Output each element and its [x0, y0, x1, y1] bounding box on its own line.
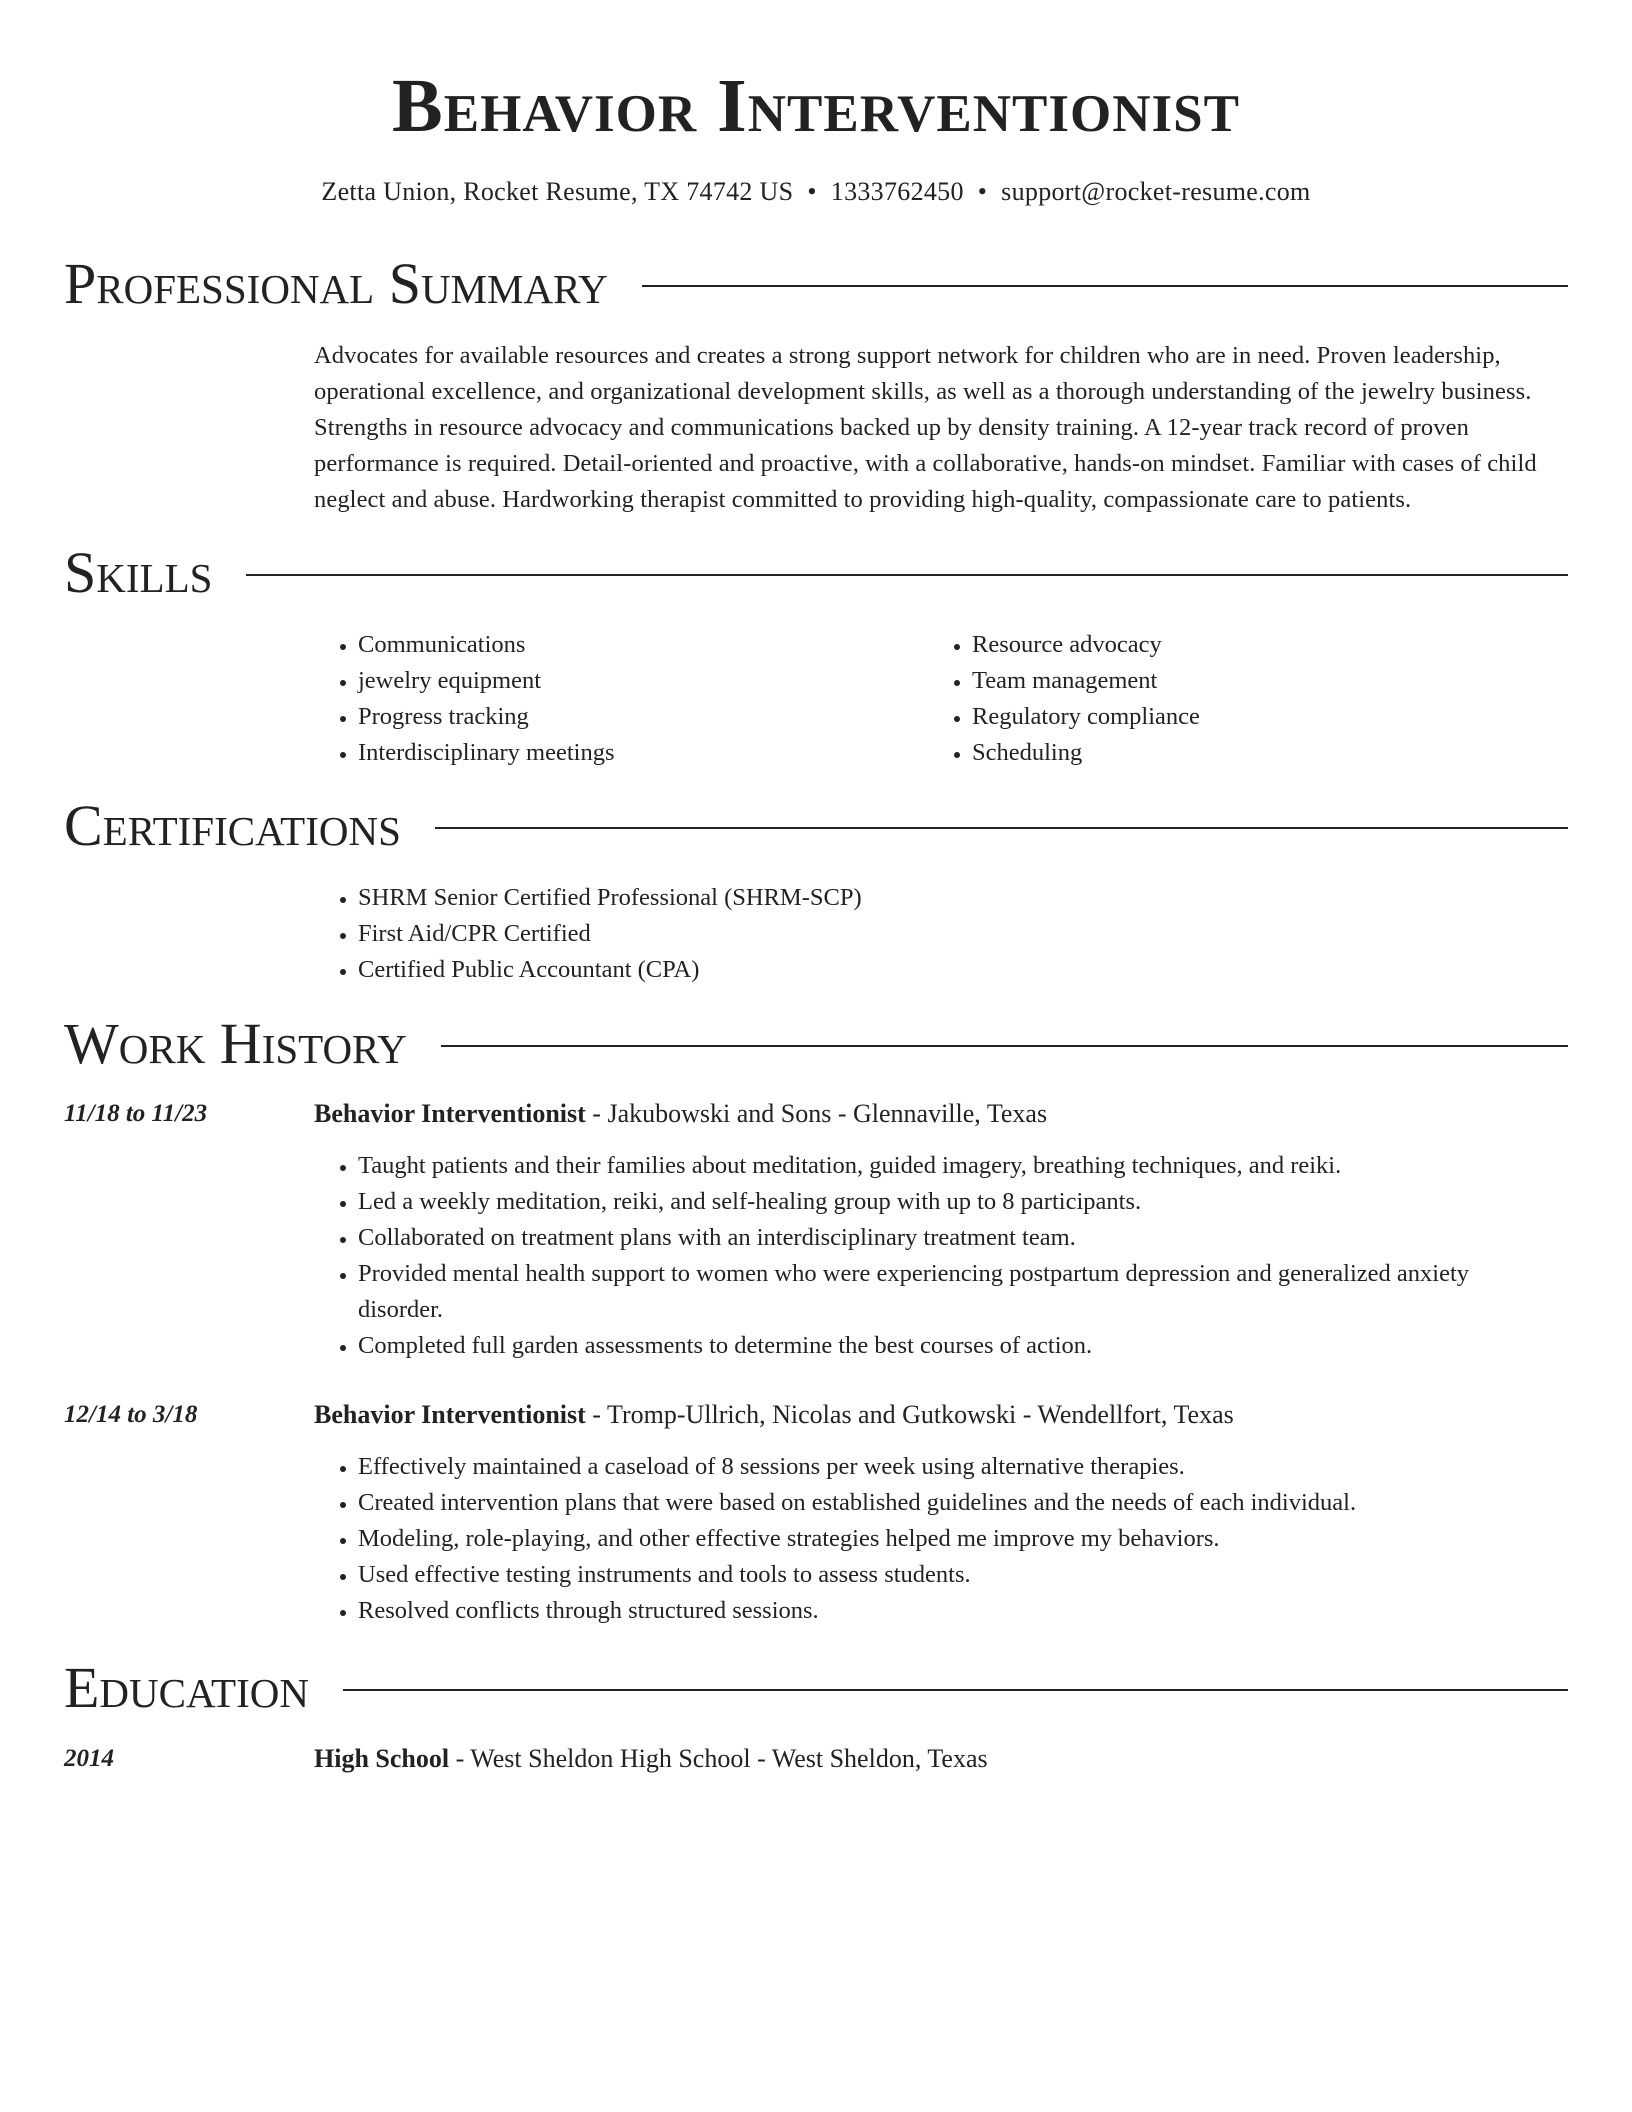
job-bullet: • Led a weekly meditation, reiki, and self-healing group with up to 8 participants.: [358, 1184, 1554, 1220]
skills-section-header: [64, 537, 1568, 609]
contact-line: [0, 174, 1632, 210]
section-divider: [441, 1045, 1568, 1047]
certifications-heading: Certifications: [64, 793, 401, 858]
contact-separator: •: [977, 177, 988, 206]
summary-heading: Professional Summary: [64, 251, 608, 316]
job-bullet: • Effectively maintained a caseload of 8 sessions per week using alternative therapies.: [358, 1449, 1554, 1485]
candidate-name: Behavior Interventionist: [392, 64, 1240, 148]
summary-section-header: [64, 248, 1568, 320]
education-heading: Education: [64, 1655, 309, 1720]
job-heading: [314, 1397, 1234, 1433]
job-employer: - Jakubowski and Sons - Glennaville, Texas: [585, 1099, 1048, 1128]
certifications-list: [314, 880, 862, 988]
skill-item: • jewelry equipment: [358, 663, 615, 699]
summary-text: Advocates for available resources and creates a strong support network for children who are in need. Proven leadership, operational excellence, and organizational development skills, as well as a thorough understanding of the jewelry business. Strengths in resource advocacy and communications backed up by density training. A 12-year track record of proven performance is required. Detail-oriented and proactive, with a collaborative, hands-on mindset. Familiar with cases of child neglect and abuse. Hardworking therapist committed to providing high-quality, compassionate care to patients.: [314, 342, 1537, 513]
education-degree: High School: [314, 1744, 450, 1773]
certifications-section-header: [64, 790, 1568, 862]
work-heading: Work History: [64, 1011, 407, 1076]
job-bullet: • Modeling, role-playing, and other effective strategies helped me improve my behaviors.: [358, 1521, 1554, 1557]
skill-item: • Scheduling: [972, 735, 1200, 771]
contact-separator: •: [807, 177, 817, 206]
education-heading-line: [314, 1741, 988, 1777]
education-section-header: [64, 1652, 1568, 1724]
contact-email: support@rocket-resume.com: [1001, 177, 1311, 206]
job-bullet: • Completed full garden assessments to determine the best courses of action.: [358, 1328, 1554, 1364]
work-section-header: [64, 1008, 1568, 1080]
education-year: 2014: [64, 1745, 114, 1772]
job-dates: 12/14 to 3/18: [64, 1401, 198, 1428]
section-divider: [642, 285, 1568, 287]
job-bullet: • Taught patients and their families about meditation, guided imagery, breathing techniques, and reiki.: [358, 1148, 1554, 1184]
contact-address: Zetta Union, Rocket Resume, TX 74742 US: [321, 177, 794, 206]
job-heading: [314, 1096, 1047, 1132]
certification-item: • Certified Public Accountant (CPA): [358, 952, 862, 988]
certification-item: • SHRM Senior Certified Professional (SHRM-SCP): [358, 880, 862, 916]
job-bullet: • Provided mental health support to women who were experiencing postpartum depression and generalized anxiety disorder.: [358, 1256, 1554, 1328]
skill-item: • Regulatory compliance: [972, 699, 1200, 735]
job-bullet: • Collaborated on treatment plans with an interdisciplinary treatment team.: [358, 1220, 1554, 1256]
skill-item: • Team management: [972, 663, 1200, 699]
education-school: - West Sheldon High School - West Sheldon, Texas: [449, 1744, 988, 1773]
section-divider: [343, 1689, 1568, 1691]
job-title: Behavior Interventionist: [314, 1099, 586, 1128]
skills-heading: Skills: [64, 540, 213, 605]
job-bullets: [314, 1148, 1554, 1364]
skill-item: • Progress tracking: [358, 699, 615, 735]
contact-phone: 1333762450: [830, 177, 964, 206]
skill-item: • Interdisciplinary meetings: [358, 735, 615, 771]
job-title: Behavior Interventionist: [314, 1400, 586, 1429]
job-dates: 11/18 to 11/23: [64, 1100, 208, 1127]
certification-item: • First Aid/CPR Certified: [358, 916, 862, 952]
job-bullet: • Created intervention plans that were based on established guidelines and the needs of each individual.: [358, 1485, 1554, 1521]
skills-list-left: [314, 627, 615, 771]
job-employer: - Tromp-Ullrich, Nicolas and Gutkowski - Wendellfort, Texas: [585, 1400, 1234, 1429]
job-bullets: [314, 1449, 1554, 1629]
section-divider: [246, 574, 1568, 576]
skills-list-right: [928, 627, 1200, 771]
section-divider: [435, 827, 1568, 829]
job-bullet: • Used effective testing instruments and tools to assess students.: [358, 1557, 1554, 1593]
job-bullet: • Resolved conflicts through structured sessions.: [358, 1593, 1554, 1629]
skill-item: • Resource advocacy: [972, 627, 1200, 663]
skill-item: • Communications: [358, 627, 615, 663]
